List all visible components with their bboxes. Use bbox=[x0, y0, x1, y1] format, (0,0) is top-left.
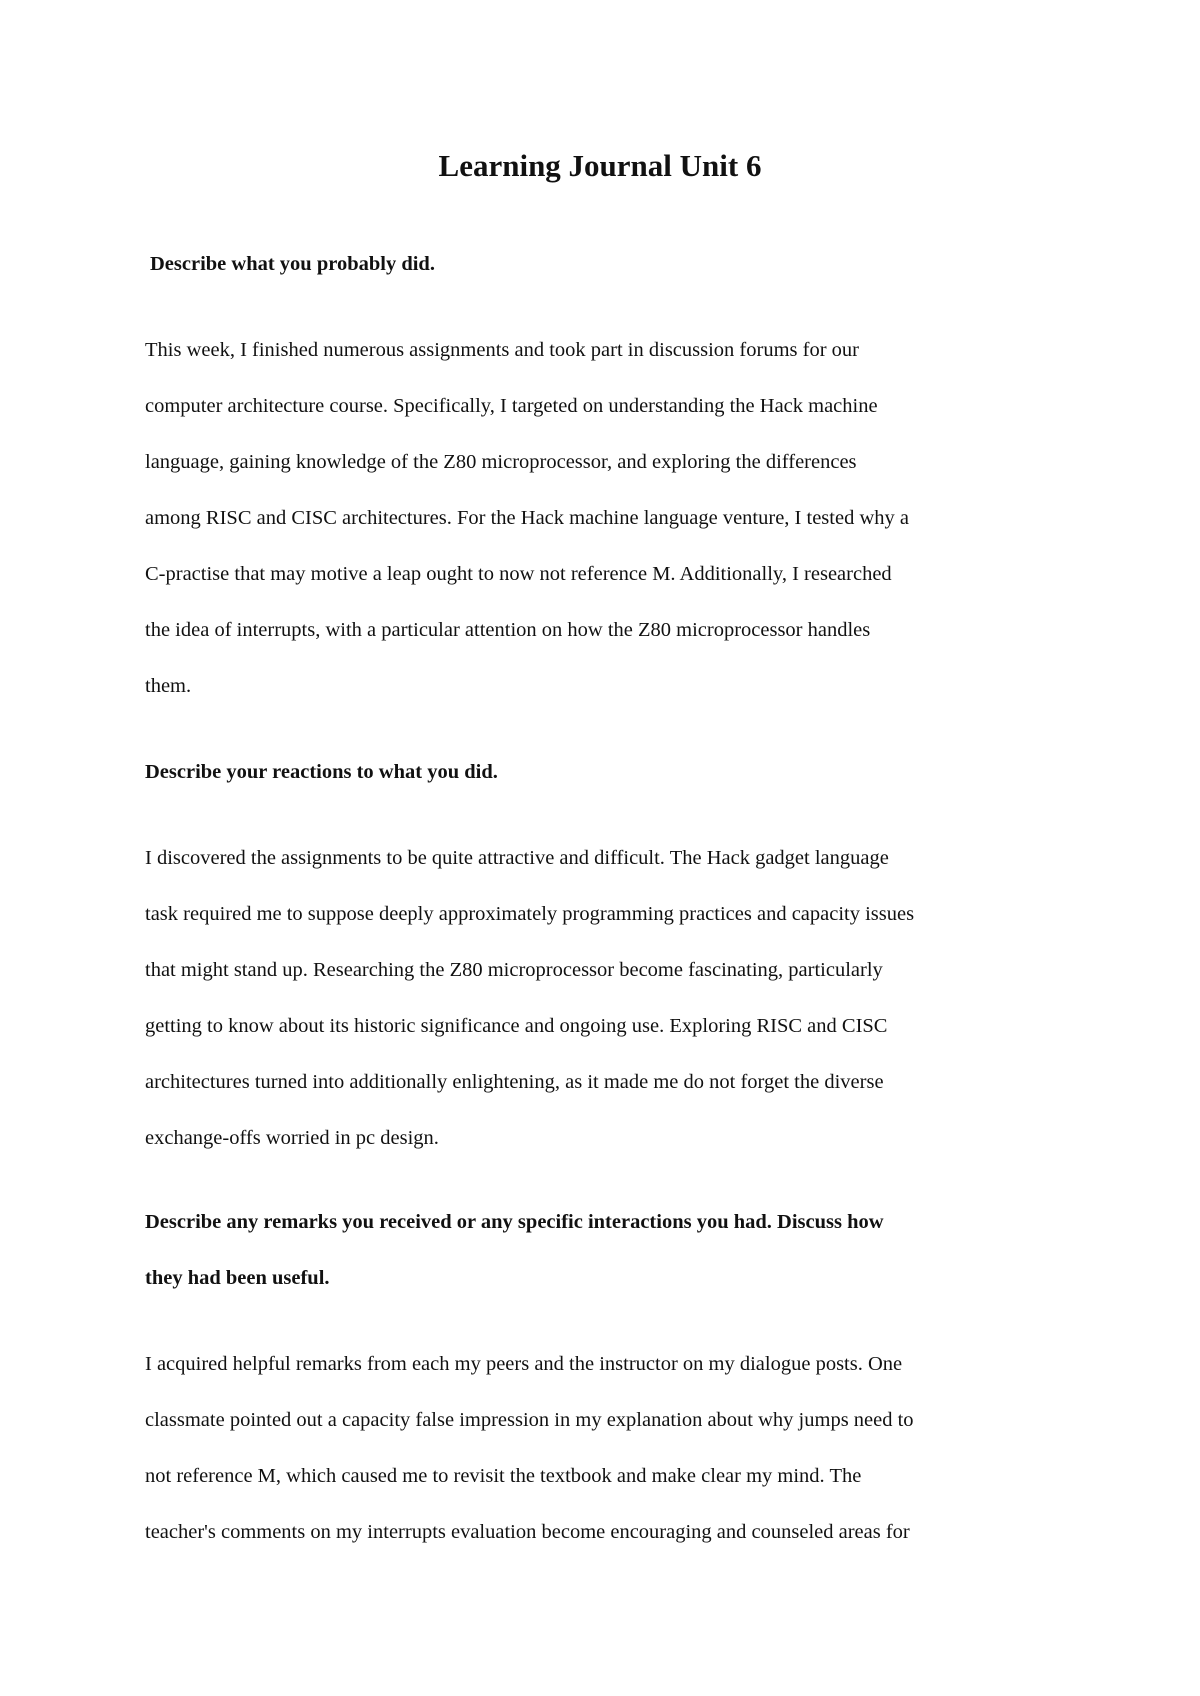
heading-line: they had been useful. bbox=[145, 1267, 330, 1289]
section-paragraph bbox=[145, 322, 1065, 714]
paragraph-line: language, gaining knowledge of the Z80 microprocessor, and exploring the differences bbox=[145, 451, 857, 473]
section-paragraph bbox=[145, 1336, 1065, 1560]
heading-line: Describe your reactions to what you did. bbox=[145, 761, 498, 783]
paragraph-line: I acquired helpful remarks from each my peers and the instructor on my dialogue posts. One bbox=[145, 1353, 903, 1375]
section-paragraph bbox=[145, 830, 1065, 1166]
paragraph-line: exchange-offs worried in pc design. bbox=[145, 1127, 439, 1149]
heading-line: Describe what you probably did. bbox=[150, 253, 435, 275]
section-heading bbox=[145, 744, 498, 800]
paragraph-line: task required me to suppose deeply approximately programming practices and capacity issues bbox=[145, 903, 915, 925]
section-heading bbox=[150, 236, 435, 292]
paragraph-line: not reference M, which caused me to revisit the textbook and make clear my mind. The bbox=[145, 1465, 862, 1487]
section-heading bbox=[145, 1194, 1065, 1306]
document-title: Learning Journal Unit 6 bbox=[438, 148, 762, 183]
paragraph-line: getting to know about its historic significance and ongoing use. Exploring RISC and CISC bbox=[145, 1015, 888, 1037]
paragraph-line: This week, I finished numerous assignments and took part in discussion forums for our bbox=[145, 339, 859, 361]
paragraph-line: among RISC and CISC architectures. For the Hack machine language venture, I tested why a bbox=[145, 507, 909, 529]
paragraph-line: C-practise that may motive a leap ought to now not reference M. Additionally, I researched bbox=[145, 563, 892, 585]
paragraph-line: I discovered the assignments to be quite attractive and difficult. The Hack gadget language bbox=[145, 847, 889, 869]
paragraph-line: classmate pointed out a capacity false impression in my explanation about why jumps need to bbox=[145, 1409, 914, 1431]
paragraph-line: the idea of interrupts, with a particular attention on how the Z80 microprocessor handles bbox=[145, 619, 871, 641]
paragraph-line: architectures turned into additionally enlightening, as it made me do not forget the diverse bbox=[145, 1071, 884, 1093]
heading-line: Describe any remarks you received or any specific interactions you had. Discuss how bbox=[145, 1211, 884, 1233]
paragraph-line: computer architecture course. Specifically, I targeted on understanding the Hack machine bbox=[145, 395, 878, 417]
paragraph-line: teacher's comments on my interrupts evaluation become encouraging and counseled areas for bbox=[145, 1521, 910, 1543]
paragraph-line: them. bbox=[145, 675, 192, 697]
paragraph-line: that might stand up. Researching the Z80 microprocessor become fascinating, particularly bbox=[145, 959, 883, 981]
